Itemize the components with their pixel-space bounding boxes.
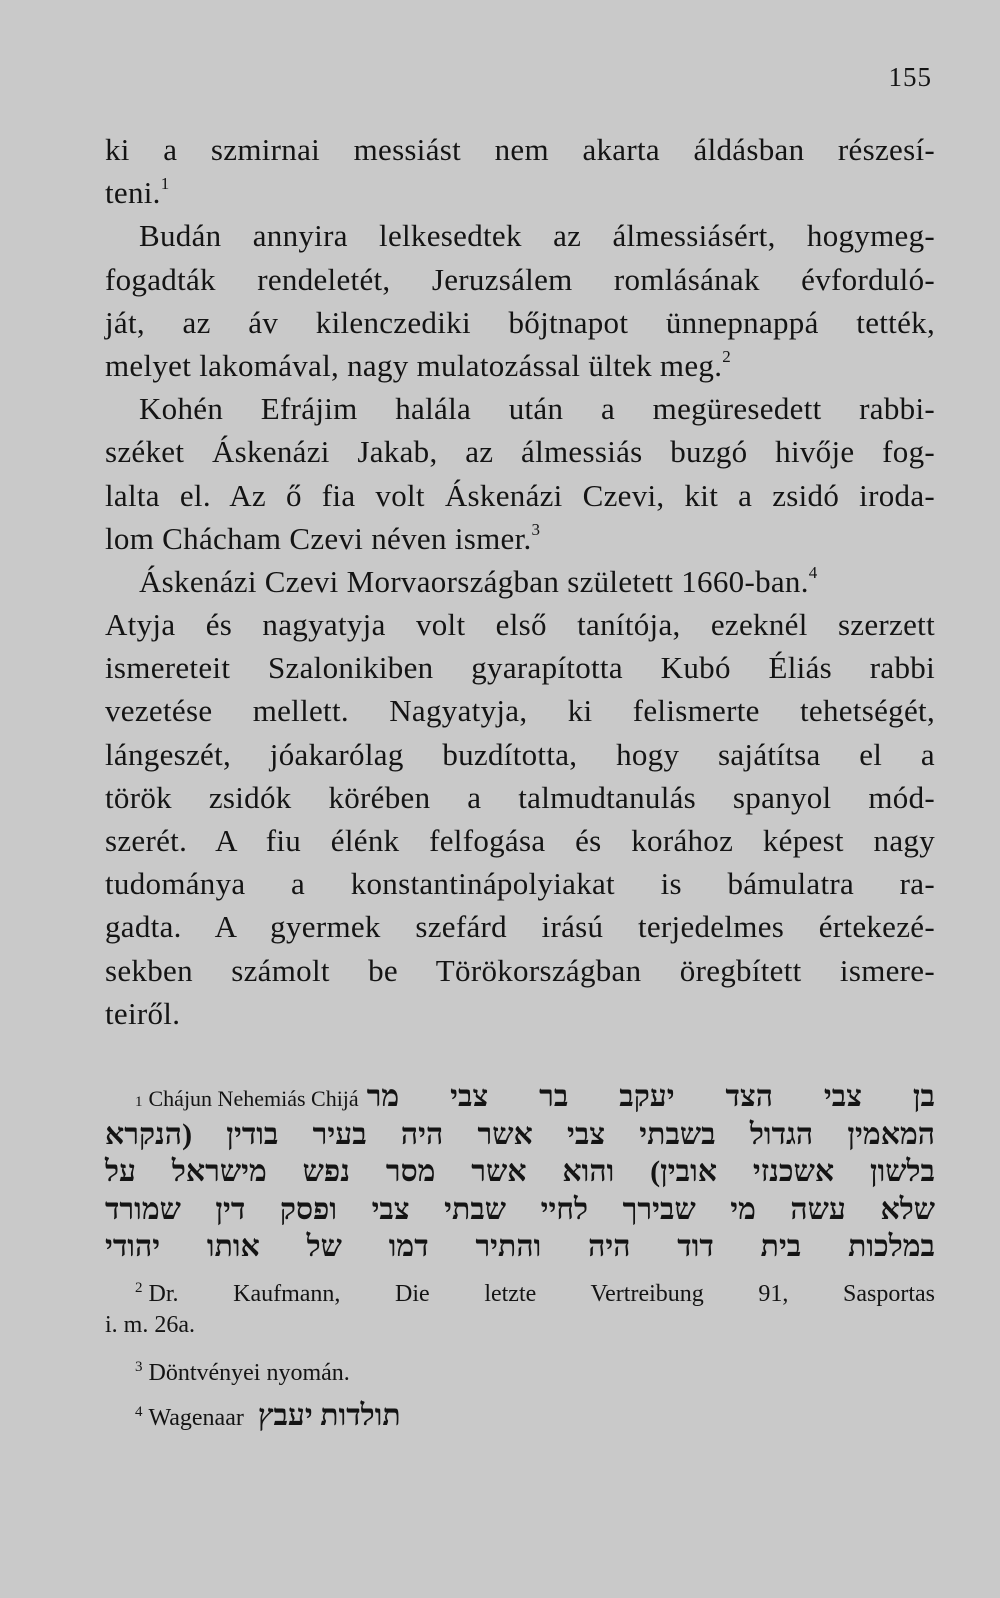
footnote-reference: 2 — [722, 346, 732, 366]
footnote-reference: 4 — [808, 562, 818, 582]
body-line — [105, 862, 935, 905]
footnote-number: 4 — [135, 1404, 143, 1420]
footnote-number: 2 — [135, 1279, 143, 1296]
body-line-text: lángeszét, jóakarólag buzdította, hogy sajátítsa el a — [105, 736, 935, 772]
footnote-text: Wagenaar — [148, 1405, 244, 1431]
footnote-number: 3 — [135, 1358, 143, 1375]
footnote-2 — [105, 1270, 935, 1308]
footnotes-section — [105, 1078, 935, 1432]
footnote-hebrew-line: שלא עשה מי שבירך לחיי שבתי צבי ופסק דין שמורד — [105, 1192, 935, 1226]
body-line — [105, 560, 935, 603]
footnote-number: 1 — [135, 1094, 143, 1110]
body-line — [105, 214, 935, 257]
body-line — [105, 603, 935, 646]
footnote-text: Dr. Kaufmann, Die letzte Vertreibung 91, Sasportas — [148, 1280, 935, 1307]
body-line-text: lalta el. Az ő fia volt Áskenázi Czevi, kit a zsidó iroda- — [105, 477, 935, 513]
body-line-text: széket Áskenázi Jakab, az álmessiás buzgó hivője fog- — [105, 434, 935, 470]
footnote-1 — [105, 1078, 935, 1116]
body-line-text: török zsidók körében a talmudtanulás spanyol mód- — [105, 779, 935, 815]
footnote-text: Döntvényei nyomán. — [148, 1359, 350, 1386]
footnote-hebrew-inline: בן צבי הצד יעקב בר צבי מר — [366, 1080, 935, 1113]
body-line — [105, 517, 935, 560]
body-line — [105, 819, 935, 862]
body-line-text: teni. — [105, 175, 161, 211]
body-line-text: melyet lakomával, nagy mulatozással ültek meg. — [105, 347, 723, 383]
body-line — [105, 344, 935, 387]
footnote-2-continued — [105, 1307, 935, 1345]
body-line-text: Áskenázi Czevi Morvaországban született 1660-ban. — [139, 563, 809, 599]
page-number: 155 — [888, 62, 932, 92]
body-line-text: ismereteit Szalonikiben gyarapította Kubó Éliás rabbi — [105, 650, 935, 686]
body-line — [105, 905, 935, 948]
footnote-3 — [105, 1349, 935, 1387]
body-line-text: szerét. A fiu élénk felfogása és korához képest nagy — [105, 823, 935, 858]
body-line-text: fogadták rendeletét, Jeruzsálem romlásának évforduló- — [105, 261, 935, 297]
body-line-text: tudománya a konstantinápolyiakat is bámulatra ra- — [105, 866, 935, 902]
body-line — [105, 733, 935, 776]
body-line-text: gadta. A gyermek szefárd irású terjedelmes értekezé- — [105, 909, 935, 945]
body-line — [105, 387, 935, 430]
body-line — [105, 776, 935, 819]
footnote-hebrew-line: במלכות בית דוד היה והתיר דמו של אותו יהודי — [105, 1230, 935, 1263]
footnote-hebrew-title: תולדות יעבץ — [257, 1399, 401, 1432]
footnote-text: i. m. 26a. — [105, 1312, 195, 1338]
body-line-text: teiről. — [105, 995, 181, 1031]
body-line-text: ját, az áv kilenczediki bőjtnapot ünnepnappá tették, — [105, 304, 935, 340]
body-line-text: vezetése mellett. Nagyatyja, ki felismerte tehetségét, — [105, 693, 935, 729]
body-line — [105, 301, 935, 344]
footnote-hebrew-line: המאמין הגדול בשבתי צבי אשר היה בעיר בודין (הנקרא — [105, 1117, 935, 1151]
body-line — [105, 171, 935, 214]
body-line-text: ki a szmirnai messiást nem akarta áldásban részesí- — [105, 132, 935, 167]
footnote-text: Chájun Nehemiás Chijá — [148, 1086, 359, 1111]
footnote-hebrew-line: בלשון אשכנזי אובין) והוא אשר מסר נפש מישראל על — [105, 1155, 935, 1188]
footnote-reference: 3 — [531, 519, 541, 539]
body-line-text: lom Chácham Czevi néven ismer. — [105, 520, 532, 556]
body-line — [105, 430, 935, 473]
body-line-text: sekben számolt be Törökországban öregbített ismere- — [105, 952, 935, 988]
body-line — [105, 128, 935, 171]
body-line-text: Atyja és nagyatyja volt első tanítója, ezeknél szerzett — [105, 607, 935, 643]
footnote-4 — [105, 1394, 935, 1432]
main-text-block — [105, 128, 935, 1035]
body-line — [105, 646, 935, 689]
footnote-reference: 1 — [160, 174, 170, 194]
body-line-text: Budán annyira lelkesedtek az álmessiásért, hogymeg- — [139, 218, 935, 254]
body-line — [105, 689, 935, 732]
body-line — [105, 949, 935, 992]
body-line — [105, 474, 935, 517]
body-line-text: Kohén Efrájim halála után a megüresedett rabbi- — [139, 391, 935, 427]
body-line — [105, 258, 935, 301]
body-line — [105, 992, 935, 1035]
